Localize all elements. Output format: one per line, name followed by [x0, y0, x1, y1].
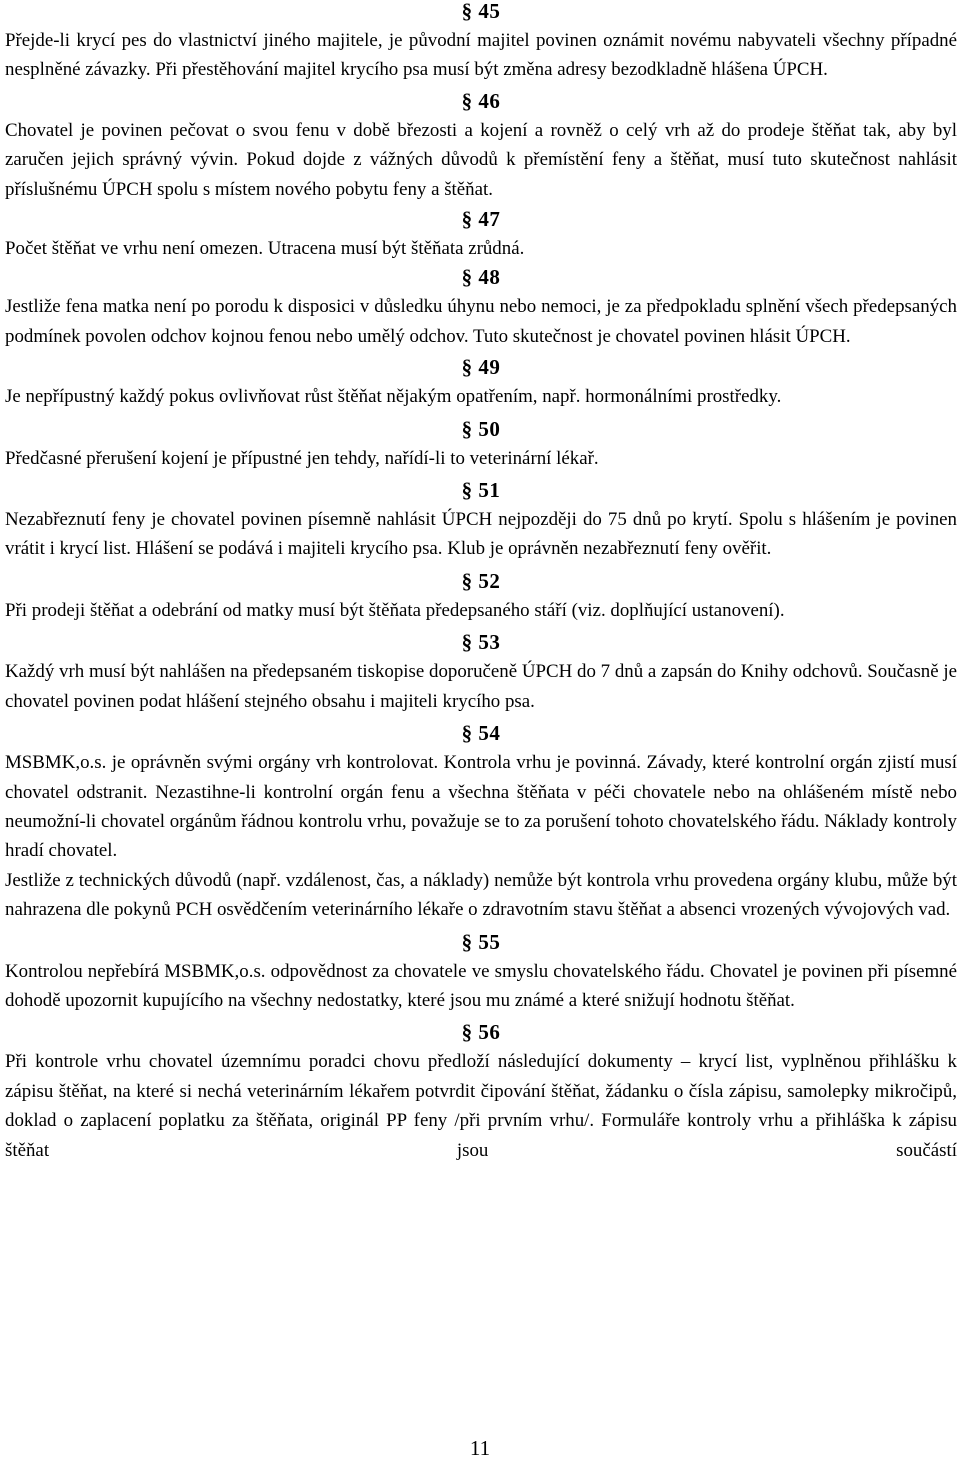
section-heading-50: § 50 — [461, 416, 501, 441]
section-text-53: Každý vrh musí být nahlášen na předepsaném tiskopise doporučeně ÚPCH do 7 dnů a zapsán do Knihy odchovů. Současně je chovatel povinen podat hlášení stejného obsahu i majiteli krycího psa. — [5, 661, 957, 712]
section-text-48: Jestliže fena matka není po porodu k disposici v důsledku úhynu nebo nemoci, je za předpokladu splnění všech předepsaných podmínek povolen odchov kojnou fenou nebo umělý odchov. Tuto skutečnost je chovatel povinen hlásit ÚPCH. — [5, 296, 957, 347]
section-heading-56: § 56 — [461, 1020, 501, 1045]
section-heading-54: § 54 — [461, 721, 501, 746]
section-heading-46: § 46 — [461, 88, 501, 113]
section-text-49: Je nepřípustný každý pokus ovlivňovat růst štěňat nějakým opatřením, např. hormonálními prostředky. — [5, 386, 782, 408]
section-heading-51: § 51 — [461, 478, 501, 503]
section-text-50: Předčasné přerušení kojení je přípustné jen tehdy, nařídí-li to veterinární lékař. — [5, 447, 599, 469]
section-text-45: Přejde-li krycí pes do vlastnictví jiného majitele, je původní majitel povinen oznámit novému nabyvateli všechny případné nesplněné závazky. Při přestěhování majitel krycího psa musí být změna adresy bezodkladně hlášena ÚPCH. — [5, 30, 957, 81]
section-text-55: Kontrolou nepřebírá MSBMK,o.s. odpovědnost za chovatele ve smyslu chovatelského řádu. Chovatel je povinen při písemné dohodě upozornit kupujícího na všechny nedostatky, které jsou mu známé a které snižují hodnotu štěňat. — [5, 960, 957, 1011]
section-text-46: Chovatel je povinen pečovat o svou fenu v době březosti a kojení a rovněž o celý vrh až do prodeje štěňat tak, aby byl zaručen jejich správný vývin. Pokud dojde z vážných důvodů k přemístění feny a štěňat, musí tuto skutečnost nahlásit příslušnému ÚPCH spolu s místem nového pobytu feny a štěňat. — [5, 119, 957, 200]
section-heading-48: § 48 — [461, 265, 501, 290]
section-heading-52: § 52 — [461, 568, 501, 593]
section-text-56: Při kontrole vrhu chovatel územnímu poradci chovu předloží následující dokumenty – krycí list, vyplněnou přihlášku k zápisu štěňat, na které si nechá veterinárním lékařem potvrdit čipování štěňat, žádanku o čísla zápisu, samolepky mikročipů, doklad o zaplacení poplatku za štěňata, originál PP feny /při prvním vrhu/. Formuláře kontroly vrhu a přihláška k zápisu štěňat jsou součástí — [5, 1051, 957, 1161]
section-text-54-continued: Jestliže z technických důvodů (např. vzdálenost, čas, a náklady) nemůže být kontrola vrhu provedena orgány klubu, může být nahrazena dle pokynů PCH osvědčením veterinárního lékaře o zdravotním stavu štěňat a absenci vrozených vývojových vad. — [5, 869, 957, 921]
section-heading-47: § 47 — [461, 207, 501, 232]
section-heading-49: § 49 — [461, 355, 501, 380]
section-heading-45: § 45 — [461, 0, 501, 23]
section-text-47: Počet štěňat ve vrhu není omezen. Utracena musí být štěňata zrůdná. — [5, 238, 525, 260]
section-text-51: Nezabřeznutí feny je chovatel povinen písemně nahlásit ÚPCH nejpozději do 75 dnů po krytí. Spolu s hlášením je povinen vrátit i krycí list. Hlášení se podává i majiteli krycího psa. Klub je oprávněn nezabřeznutí feny ověřit. — [5, 509, 957, 560]
document-page — [5, 0, 957, 1165]
section-heading-53: § 53 — [461, 630, 501, 655]
section-heading-55: § 55 — [461, 929, 501, 954]
section-text-54: MSBMK,o.s. je oprávněn svými orgány vrh kontrolovat. Kontrola vrhu je povinná. Závady, které kontrolní orgán zjistí musí chovatel odstranit. Nezastihne-li kontrolní orgán fenu a všechna štěňata v péči chovatele nebo na ohlášeném místě nebo neumožní-li chovatel orgánům řádnou kontrolu vrhu, považuje se to za porušení tohoto chovatelského řádu. Náklady kontroly hradí chovatel. — [5, 752, 957, 862]
section-text-52: Při prodeji štěňat a odebrání od matky musí být štěňata předepsaného stáří (viz. doplňující ustanovení). — [5, 599, 785, 621]
page-number: 11 — [469, 1436, 491, 1460]
